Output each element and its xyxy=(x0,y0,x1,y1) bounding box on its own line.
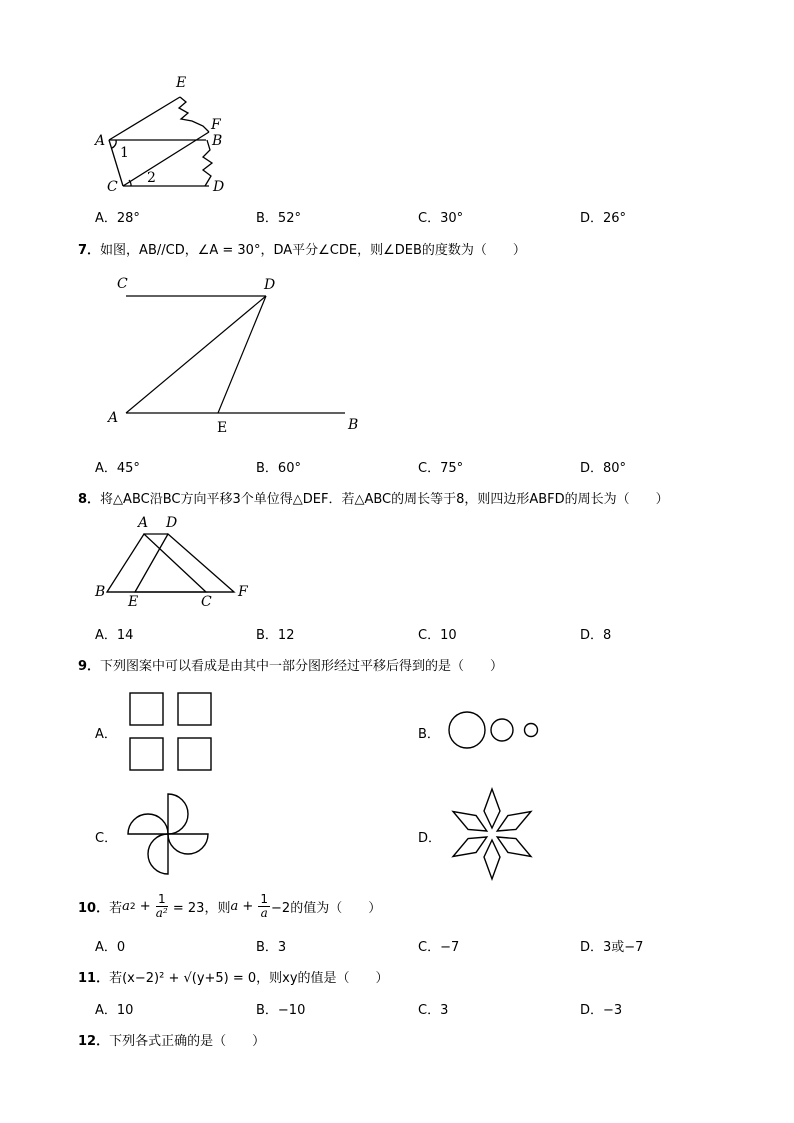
q10-frac1-num: 1 xyxy=(157,892,166,906)
fig6-label-E: E xyxy=(176,75,187,91)
fig7-label-B: B xyxy=(348,417,359,433)
fig7-label-C: C xyxy=(117,276,128,292)
q7-option-b[interactable]: B．60° xyxy=(256,461,301,476)
q9-option-b[interactable]: B． xyxy=(418,727,440,742)
q10-option-d[interactable]: D．3或−7 xyxy=(580,940,644,955)
q10-stem xyxy=(78,893,381,920)
fig6-label-B: B xyxy=(212,133,223,149)
q10-frac1-den: a² xyxy=(155,906,168,920)
fig6-label-F: F xyxy=(211,117,221,133)
q7-number: 7． xyxy=(78,243,101,258)
q8-option-d[interactable]: D．8 xyxy=(580,628,612,643)
q8-option-c[interactable]: C．10 xyxy=(418,628,457,643)
q8-option-b[interactable]: B．12 xyxy=(256,628,295,643)
fig7-label-D: D xyxy=(264,277,276,293)
q11-number: 11． xyxy=(78,971,110,986)
fig6-label-A: A xyxy=(95,133,106,149)
q11-text: 若(x−2)² + √(y+5) = 0，则xy的值是（ ） xyxy=(109,971,389,986)
q11-stem xyxy=(78,967,389,986)
q6-option-d[interactable]: D．26° xyxy=(580,211,627,226)
fig8-label-B: B xyxy=(95,584,106,600)
fig7-label-E: E xyxy=(217,420,228,436)
q8-number: 8． xyxy=(78,492,101,507)
fig7-label-A: A xyxy=(108,410,119,426)
q6-option-b[interactable]: B．52° xyxy=(256,211,301,226)
q6-option-a[interactable]: A．28° xyxy=(95,211,140,226)
q9-text: 下列图案中可以看成是由其中一部分图形经过平移后得到的是（ ） xyxy=(100,659,504,674)
q12-stem xyxy=(78,1030,265,1049)
q10-text-pre: 若 xyxy=(109,901,123,916)
q10-expr1-exp: 2 xyxy=(129,901,136,912)
q10-frac2-num: 1 xyxy=(260,892,269,906)
q8-text: 将△ABC沿BC方向平移3个单位得△DEF．若△ABC的周长等于8，则四边形ABFD的周长为（ ） xyxy=(100,492,669,507)
q7-option-c[interactable]: C．75° xyxy=(418,461,464,476)
q10-fraction-1 xyxy=(156,893,168,920)
q8-option-a[interactable]: A．14 xyxy=(95,628,134,643)
q7-text: 如图，AB//CD，∠A = 30°，DA平分∠CDE，则∠DEB的度数为（ ） xyxy=(100,243,526,258)
q9-number: 9． xyxy=(78,659,101,674)
q10-plus2: + xyxy=(238,899,258,914)
q10-tail: −2的值为（ ） xyxy=(271,901,382,916)
fig8-label-C: C xyxy=(201,594,212,610)
q10-option-b[interactable]: B．3 xyxy=(256,940,287,955)
q7-option-a[interactable]: A．45° xyxy=(95,461,140,476)
q10-fraction-2 xyxy=(258,893,270,920)
q6-option-c[interactable]: C．30° xyxy=(418,211,464,226)
q10-option-c[interactable]: C．−7 xyxy=(418,940,460,955)
fig6-label-2: 2 xyxy=(147,170,156,186)
fig6-label-1: 1 xyxy=(120,145,129,161)
q9-option-d[interactable]: D． xyxy=(418,831,442,846)
fig8-label-E: E xyxy=(128,594,139,610)
q12-text: 下列各式正确的是（ ） xyxy=(109,1034,266,1049)
q10-plus: + xyxy=(135,899,155,914)
q9-option-c[interactable]: C． xyxy=(95,831,118,846)
fig8-label-A: A xyxy=(138,515,149,531)
q10-expr1-base: a xyxy=(122,899,130,914)
fig6-label-C: C xyxy=(107,179,118,195)
fig8-label-F: F xyxy=(238,584,248,600)
q10-option-a[interactable]: A．0 xyxy=(95,940,126,955)
q10-eq: = 23，则 xyxy=(168,901,231,916)
q12-number: 12． xyxy=(78,1034,110,1049)
q10-frac2-den: a xyxy=(260,906,268,920)
q9-option-a[interactable]: A． xyxy=(95,727,117,742)
q10-expr2-a: a xyxy=(230,899,239,914)
fig8-label-D: D xyxy=(166,515,178,531)
q10-number: 10． xyxy=(78,901,110,916)
q11-option-c[interactable]: C．3 xyxy=(418,1003,449,1018)
q7-option-d[interactable]: D．80° xyxy=(580,461,627,476)
q11-option-d[interactable]: D．−3 xyxy=(580,1003,623,1018)
q11-option-b[interactable]: B．−10 xyxy=(256,1003,306,1018)
fig6-label-D: D xyxy=(213,179,225,195)
q11-option-a[interactable]: A．10 xyxy=(95,1003,134,1018)
